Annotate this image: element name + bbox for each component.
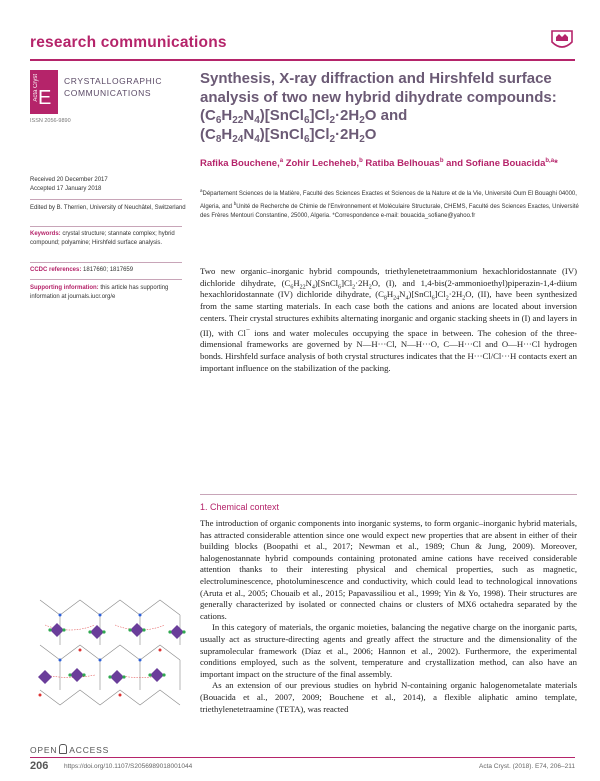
paragraph: As an extension of our previous studies on hybrid N-containing organic halogenometalate materials (Bouacida et al., 2007, 2009; Bouchene et al., 2014), a flexible aliphatic amino template, triethylenetetraamine (TETA), was reacted <box>200 680 577 714</box>
open-lock-icon <box>59 744 67 754</box>
ccdc-references: CCDC references: 1817660; 1817659 <box>30 267 134 273</box>
formula-1: $(C_6H_{22}N_4)[SnCl_6]Cl_2\cdot 2H_2O$ and <box>200 107 408 126</box>
brand-letter: E <box>38 87 52 109</box>
header-rule <box>30 59 575 61</box>
footer-rule <box>30 757 575 758</box>
divider <box>30 199 182 200</box>
crown-logo-icon <box>549 28 575 52</box>
page-number: 206 <box>30 760 49 772</box>
brand-vertical-text: Acta Cryst <box>33 74 39 102</box>
doi-link[interactable]: https://doi.org/10.1107/S2056989018001044 <box>64 763 193 770</box>
divider <box>30 279 182 280</box>
graphical-abstract-figure <box>30 580 190 715</box>
journal-section-title: research communications <box>30 34 227 51</box>
edited-by: Edited by B. Therrien, University of Neuchâtel, Switzerland <box>30 205 186 211</box>
section-heading: 1. Chemical context <box>200 502 280 512</box>
body-text <box>200 518 577 715</box>
issn: ISSN 2056-9890 <box>30 118 71 124</box>
supporting-information: Supporting information: this article has supporting information at journals.iucr.org/e <box>30 285 169 300</box>
brand-name: CRYSTALLOGRAPHIC COMMUNICATIONS <box>64 76 163 98</box>
divider <box>30 226 182 227</box>
journal-header <box>30 34 575 58</box>
keywords: Keywords: crystal structure; stannate complex; hybrid compound; polyamine; Hirshfeld surface analysis. <box>30 231 175 246</box>
abstract: Two new organic–inorganic hybrid compounds, triethylenetetraammonium hexachloridostannate (IV) dichloride dihydrate, $(C_6H_{22}N_4)[SnCl_6]Cl_2\cdot 2H_2O$, (I), and 1,4-bis(2-ammonioethyl)piperazin-1,4-diium hexachloridostannate (IV) dichloride dihydrate, $(C_8H_{24}N_4)[SnCl_6]Cl_2\cdot 2H_2O$, (II), have been synthesized from the same starting materials. In each case both the cations and anions are located about inversion centers. Their crystal structures exhibits alternating inorganic and organic stacking sheets in (I) and layers in (II), with Cl− ions and water molecules occupying the space in between. The cohesion of the three-dimensional frameworks are governed by N—H···Cl, N—H···O, C—H···Cl and O—H···Cl hydrogen bonds. Hirshfeld surface analysis of both crystal structures indicates that the H···Cl/Cl···H contacts exert an important influence on the stabilization of the packing. <box>200 266 578 373</box>
journal-citation: Acta Cryst. (2018). E74, 206–211 <box>479 763 575 770</box>
section-divider <box>200 494 577 495</box>
paragraph: The introduction of organic components into inorganic systems, to form organic–inorganic hybrid materials, has attracted considerable attention since one would expect new properties that are absent in either of their building blocks (Boopathi et al., 2017; Newman et al., 1989; Chun & Jung, 2009). Moreover, halogenostannate hybrid compounds containing protonated amine cations have received considerable attention thanks to their interesting physical and chemical properties, such as magnetic, electroluminescence, photoluminescence and conductivity, which could lead to technological innovations (Aruta et al., 2005; Chouaib et al., 2015; Papavassiliou et al., 1999; Yin & Yo, 1998). Their structures are generally characterized by isolated or connected chains or clusters of MX6 octahedra separated by the cations. <box>200 518 577 621</box>
paragraph: In this category of materials, the organic moieties, balancing the negative charge on the inorganic parts, usually act as structure-directing agents and greatly affect the structure and the dimensionality of the supramolecular framework (Díaz et al., 2006; Hannon et al., 2002). Furthermore, the experimental conditions employed, such as the solvent, temperature and crystallization method, can also have an important impact on the structure of the final assembly. <box>200 622 577 679</box>
article-title: Synthesis, X-ray diffraction and Hirshfeld surface analysis of two new hybrid dihydrate compounds: $(C_6H_{22}N_4)[SnCl_6]Cl_2\cdot 2H_2O$ and $(C_8H_{24}N_4)[SnCl_6]Cl_2\cdot 2H_2O$ <box>200 70 580 144</box>
article-dates: Received 20 December 2017 Accepted 17 January 2018 <box>30 177 108 192</box>
formula-2: $(C_8H_{24}N_4)[SnCl_6]Cl_2\cdot 2H_2O$ <box>200 125 377 145</box>
brand-logo <box>30 70 58 114</box>
journal-brand <box>30 70 180 120</box>
affiliations: $^a$Département Sciences de la Matière, Faculté des Sciences Exactes et Sciences de la Nature et de la Vie, Université Oum El Bouaghi 04000, Algeria, and $^b$Unité de Recherche de Chimie de l'Environnement et Moléculaire Structurale, CHEMS, Faculté des Sciences Exactes, Université des Frères Mentouri Constantine, 25000, Algeria. *Correspondence e-mail: bouacida_sofiane@yahoo.fr <box>200 188 579 220</box>
author-list: Rafika Bouchene,$^a$ Zohir Lecheheb,$^b$ Ratiba Belhouas$^b$ and Sofiane Bouacida$^{b,a}$* <box>200 158 558 170</box>
divider <box>30 262 182 263</box>
open-access-badge: OPEN ACCESS <box>30 745 110 755</box>
